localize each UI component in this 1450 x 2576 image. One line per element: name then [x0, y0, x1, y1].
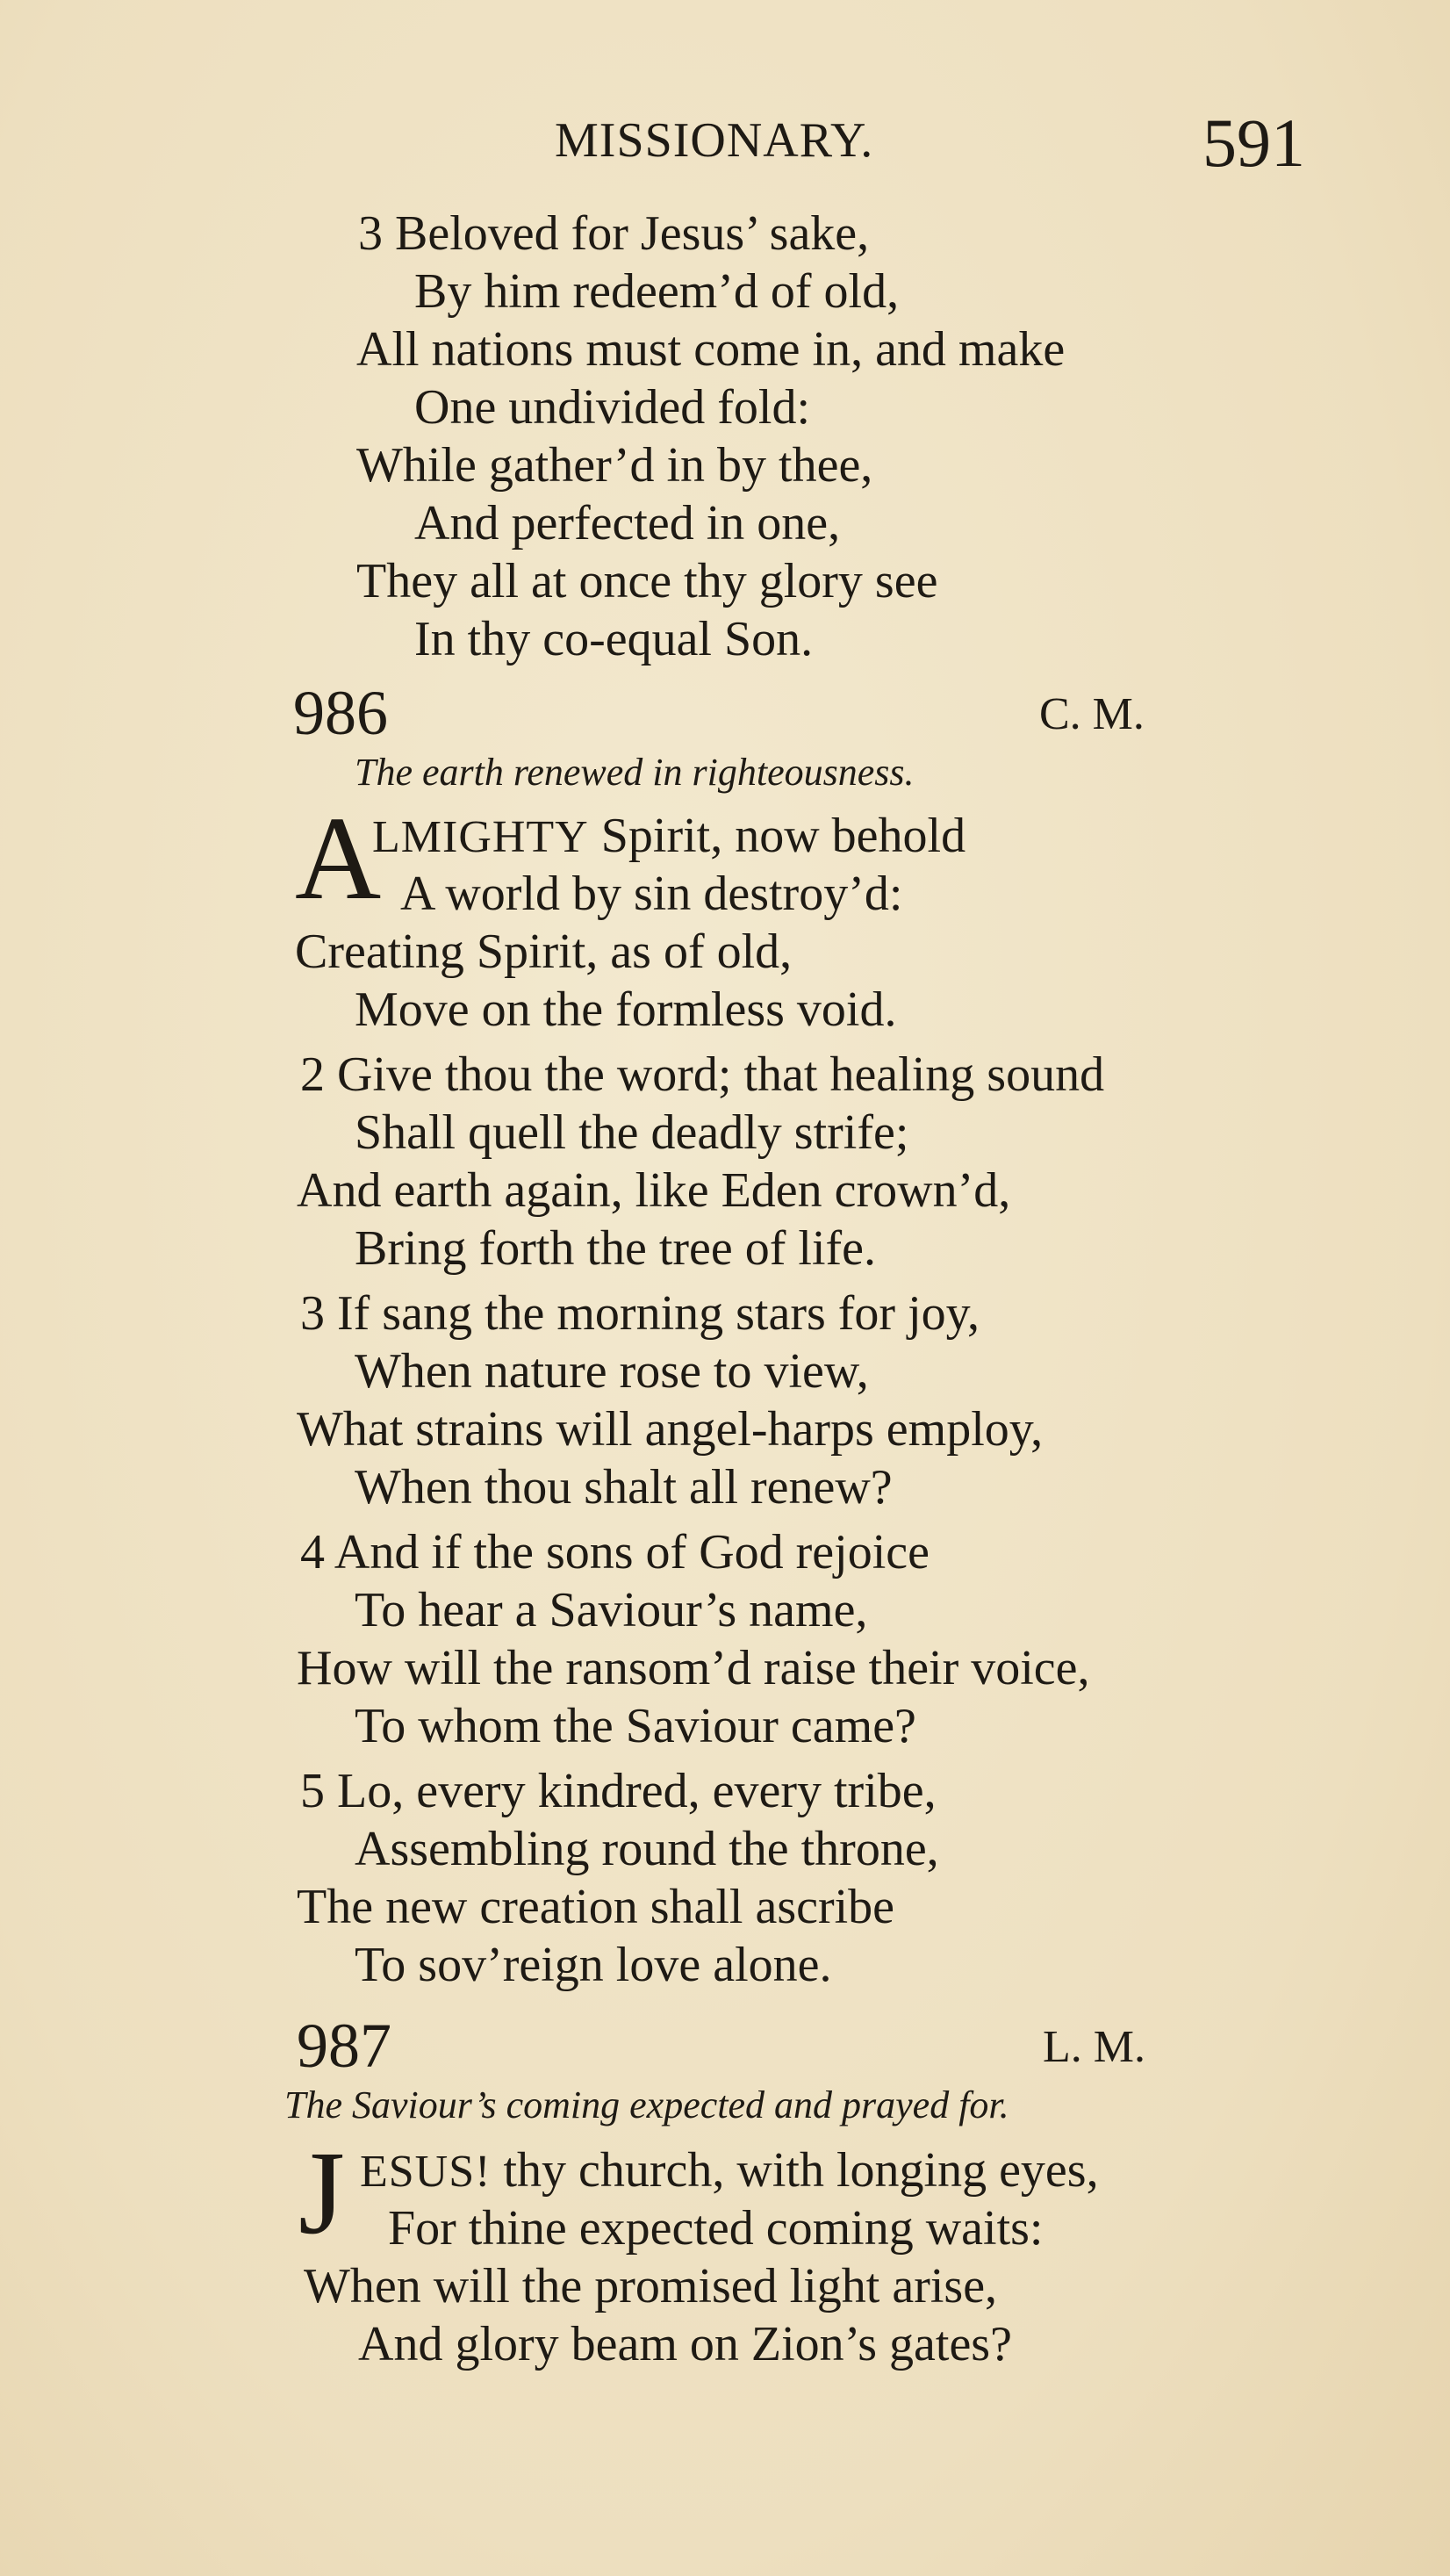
- verse-line: The new creation shall ascribe: [297, 1880, 895, 1934]
- verse-line: 2 Give thou the word; that healing sound: [300, 1047, 1105, 1102]
- verse-line: To sov’reign love alone.: [355, 1938, 832, 1992]
- verse-line: While gather’d in by thee,: [356, 438, 873, 493]
- verse-line: What strains will angel-harps employ,: [297, 1402, 1044, 1457]
- running-head: MISSIONARY.: [555, 113, 874, 168]
- first-line-rest: thy church, with longing eyes,: [491, 2143, 1099, 2198]
- hymn-title: The earth renewed in righteousness.: [355, 751, 915, 794]
- verse-line: Bring forth the tree of life.: [355, 1221, 877, 1276]
- verse-line: For thine expected coming waits:: [388, 2201, 1044, 2256]
- first-line-rest: Spirit, now behold: [588, 809, 966, 863]
- hymn-title: The Saviour’s coming expected and prayed for.: [284, 2083, 1009, 2126]
- drop-cap: A: [295, 793, 382, 925]
- verse-line: And earth again, like Eden crown’d,: [297, 1163, 1011, 1218]
- verse-line: [372, 809, 966, 863]
- verse-line: By him redeem’d of old,: [414, 264, 900, 319]
- verse-line: In thy co-equal Son.: [414, 612, 814, 666]
- verse-line: To hear a Saviour’s name,: [355, 1583, 868, 1637]
- hymn-number: 987: [297, 2011, 391, 2081]
- verse-line: And glory beam on Zion’s gates?: [358, 2317, 1012, 2371]
- verse-line: All nations must come in, and make: [356, 322, 1066, 377]
- first-word: ESUS!: [360, 2147, 492, 2197]
- verse-line: A world by sin destroy’d:: [400, 867, 903, 921]
- hymn-number: 986: [293, 678, 388, 748]
- page-number: 591: [1202, 104, 1305, 181]
- verse-line: [360, 2143, 1099, 2198]
- verse-line: 5 Lo, every kindred, every tribe,: [300, 1764, 937, 1818]
- hymn-meter: C. M.: [1039, 689, 1145, 739]
- verse-line: When will the promised light arise,: [304, 2259, 998, 2313]
- verse-line: 4 And if the sons of God rejoice: [300, 1525, 930, 1579]
- verse-line: 3 Beloved for Jesus’ sake,: [358, 206, 870, 261]
- verse-line: One undivided fold:: [414, 380, 811, 435]
- verse-line: When nature rose to view,: [355, 1344, 869, 1399]
- verse-line: When thou shalt all renew?: [355, 1460, 893, 1515]
- verse-line: How will the ransom’d raise their voice,: [297, 1641, 1090, 1695]
- verse-line: Move on the formless void.: [355, 982, 897, 1037]
- verse-line: Creating Spirit, as of old,: [295, 925, 793, 979]
- verse-line: Assembling round the throne,: [355, 1822, 939, 1876]
- verse-line: And perfected in one,: [414, 496, 841, 550]
- drop-cap: J: [298, 2127, 345, 2259]
- hymn-meter: L. M.: [1043, 2022, 1145, 2072]
- verse-line: 3 If sang the morning stars for joy,: [300, 1286, 980, 1341]
- first-word: LMIGHTY: [372, 812, 589, 862]
- verse-line: They all at once thy glory see: [356, 554, 938, 608]
- verse-line: To whom the Saviour came?: [355, 1699, 916, 1753]
- verse-line: Shall quell the deadly strife;: [355, 1105, 909, 1160]
